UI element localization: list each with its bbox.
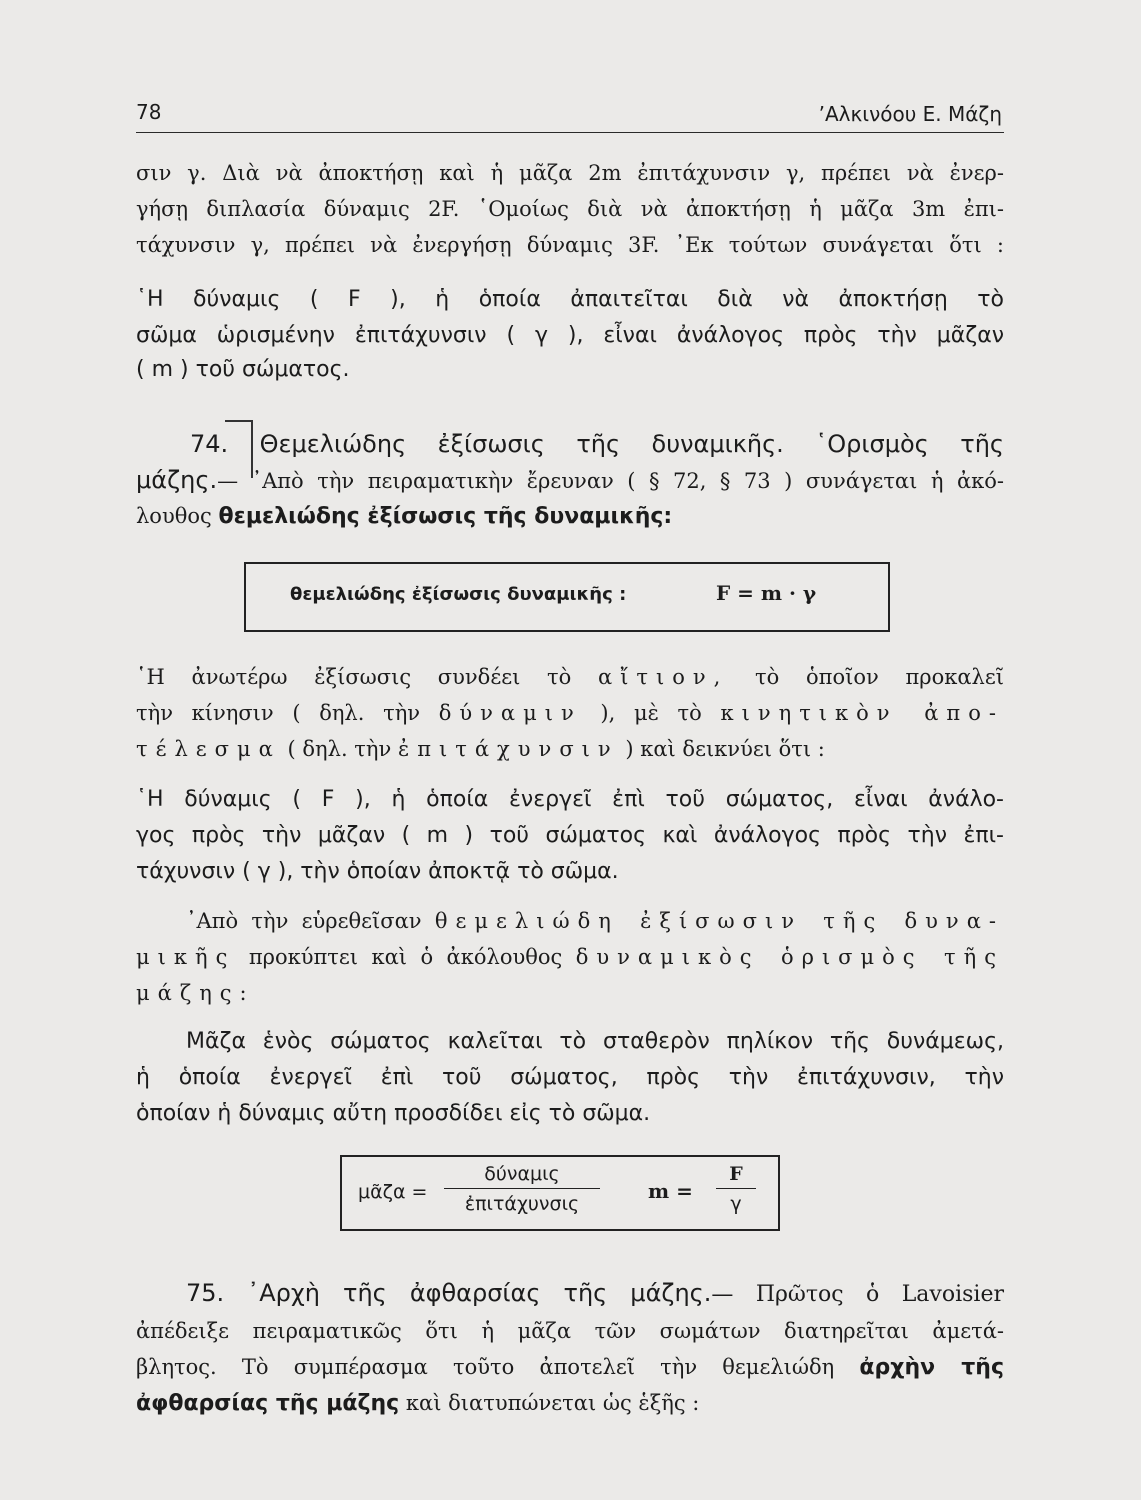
section75-line4-b: καὶ διατυπώνεται ὡς ἑξῆς : [405,1391,700,1415]
paragraph2-line3-b: ) καὶ δεικνύει ὅτι : [625,737,825,761]
paragraph2-emph-aition: αἴτιον, [597,665,729,689]
section74-text-line2: ᾿Απὸ τὴν πειραματικὴν ἔρευναν ( § 72, § 73 ) συνάγεται ἡ ἀκό- [251,469,1004,493]
section74-title-part1: Θεμελιώδης ἐξίσωσις τῆς δυναμικῆς. ῾Ορισμὸς τῆς [259,430,1004,458]
symbolic-formula-denominator: γ [730,1193,742,1215]
paragraph2-line2 [136,703,1004,724]
paragraph3-emph-mazis: μάζης: [136,981,255,1005]
paragraph2-emph-epitachynsin: ἐπιτάχυνσιν [397,737,619,761]
section74-line3 [136,506,1004,528]
law1-line3: ( m ) τοῦ σώματος. [136,357,350,382]
law1-line1: ῾Η δύναμις ( F ), ἡ ὁποία ἀπαιτεῖται διὰ νὰ ἀποκτήσῃ τὸ [136,287,1004,312]
paragraph2-line3-a: ( δηλ. τὴν [287,737,392,761]
law2-line3: τάχυνσιν ( γ ), τὴν ὁποίαν ἀποκτᾷ τὸ σῶμα. [136,859,619,884]
symbolic-formula-fraction [716,1163,756,1215]
paragraph2-emph-kinetikon: κινητικὸν ἀπο- [720,701,1004,725]
definition-line3: ὁποίαν ἡ δύναμις αὔτη προσδίδει εἰς τὸ σῶμα. [136,1101,651,1126]
section75-line3-a: βλητος. Τὸ συμπέρασμα τοῦτο ἀποτελεῖ τὴν θεμελιώδη [136,1355,835,1379]
paragraph3-emph-mikis: μικῆς [136,945,236,969]
section75-title: 75. ᾿Αρχὴ τῆς ἀφθαρσίας τῆς μάζης. [186,1279,712,1307]
law2-line2: γος πρὸς τὴν μᾶζαν ( m ) τοῦ σώματος καὶ ἀνάλογος πρὸς τὴν ἐπι- [136,823,1004,848]
paragraph3-line2 [136,947,1004,968]
section75-line4 [136,1393,1004,1415]
section75-line1 [186,1281,1004,1306]
paragraph2-line2-a: τὴν κίνησιν ( δηλ. τὴν [136,701,421,725]
mass-formula-numerator: δύναμις [444,1163,600,1189]
definition-line2: ἡ ὁποία ἐνεργεῖ ἐπὶ τοῦ σώματος, πρὸς τὴν ἐπιτάχυνσιν, τὴν [136,1065,1004,1090]
page-header [136,98,1004,133]
section74-number: 74. [190,430,229,458]
section75-bold-conservation: ἀφθαρσίας τῆς μάζης [136,1391,400,1416]
paragraph3-emph-equation: θεμελιώδη ἐξίσωσιν τῆς δυνα- [434,909,1004,933]
section75-line3 [136,1357,1004,1379]
fundamental-equation-box [244,562,890,632]
section74-heading [190,432,1004,456]
symbolic-formula-numerator: F [716,1163,756,1189]
paragraph3-line1-a: ᾿Απὸ τὴν εὑρεθεῖσαν [186,909,422,933]
paragraph3-emph-definition: δυναμικὸς ὁρισμὸς τῆς [575,945,1004,969]
mass-formula-lhs: μᾶζα = [358,1181,428,1203]
section75-line2: ἀπέδειξε πειραματικῶς ὅτι ἡ μᾶζα τῶν σωμάτων διατηρεῖται ἀμετά- [136,1319,1004,1343]
definition-line1: Μᾶζα ἑνὸς σώματος καλεῖται τὸ σταθερὸν πηλίκον τῆς δυνάμεως, [186,1029,1004,1054]
section75-line1-rest: — Πρῶτος ὁ Lavoisier [711,1282,1004,1307]
mass-formula-denominator: ἐπιτάχυνσις [464,1193,580,1215]
section74-text-line3-start: λουθος [136,504,212,528]
paragraph3-line3 [136,983,1004,1004]
paragraph1-line2: γήσῃ διπλασία δύναμις 2F. ῾Ομοίως διὰ νὰ ἀποκτήσῃ ἡ μᾶζα 3m ἐπι- [136,197,1004,221]
paragraph3-line1 [186,911,1004,932]
mass-formula-fraction [444,1163,600,1215]
paragraph2-line3 [136,739,1004,760]
paragraph2-emph-dynamin: δύναμιν [438,701,582,725]
law2-line1: ῾Η δύναμις ( F ), ἡ ὁποία ἐνεργεῖ ἐπὶ τοῦ σώματος, εἶναι ἀνάλο- [136,787,1004,812]
section74-bold-term: θεμελιώδης ἐξίσωσις τῆς δυναμικῆς: [218,504,673,529]
running-head: ’Αλκινόου Ε. Μάζη [818,102,1002,126]
paragraph1-line1: σιν γ. Διὰ νὰ ἀποκτήσῃ καὶ ἡ μᾶζα 2m ἐπιτάχυνσιν γ, πρέπει νὰ ἐνερ- [136,161,1004,185]
paragraph1-line3: τάχυνσιν γ, πρέπει νὰ ἐνεργήσῃ δύναμις 3F. ᾿Εκ τούτων συνάγεται ὅτι : [136,233,1004,257]
symbolic-formula-lhs: m = [648,1179,693,1203]
section74-dash: — [217,469,239,493]
section74-line2 [136,468,1004,492]
paragraph2-line1-a: ῾Η ἀνωτέρω ἐξίσωσις συνδέει τὸ [136,665,572,689]
paragraph2-emph-apotelesma: τέλεσμα [136,737,281,761]
section74-title-part2: μάζης. [136,466,218,494]
paragraph2-line2-b: ), μὲ τὸ [600,701,702,725]
fundamental-equation-label: θεμελιώδης ἐξίσωσις δυναμικῆς : [290,584,627,605]
paragraph3-line2-a: προκύπτει καὶ ὁ ἀκόλουθος [248,945,563,969]
fundamental-equation-formula: F = m · γ [716,581,817,605]
section75-bold-principle: ἀρχὴν τῆς [859,1355,1004,1380]
mass-definition-box [340,1155,780,1231]
paragraph2-line1 [136,667,1004,688]
paragraph2-line1-b: τὸ ὁποῖον προκαλεῖ [755,665,1004,689]
page-number: 78 [136,100,162,124]
law1-line2: σῶμα ὡρισμένην ἐπιτάχυνσιν ( γ ), εἶναι ἀνάλογος πρὸς τὴν μᾶζαν [136,323,1004,348]
